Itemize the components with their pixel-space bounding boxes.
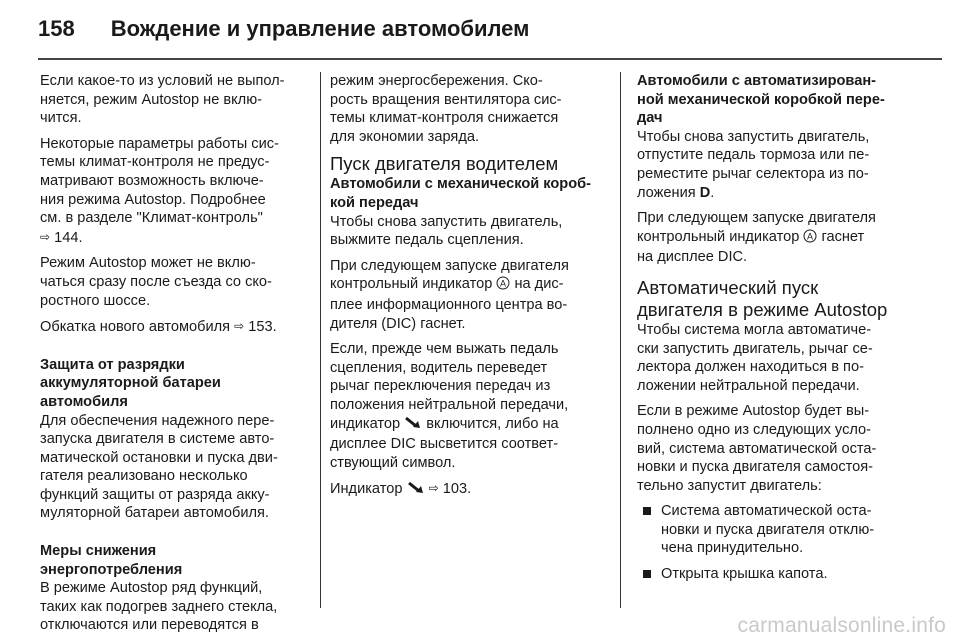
paragraph: Чтобы система могла автоматиче- ски запустить двигатель, рычаг се- лектора должен находиться в по- ложении нейтральной передачи. bbox=[637, 321, 873, 394]
paragraph-text: гаснет на дисплее DIC. bbox=[637, 228, 865, 266]
gear-position: D bbox=[699, 184, 711, 201]
page-reference[interactable]: 103. bbox=[442, 481, 472, 498]
autostop-indicator-icon bbox=[496, 276, 510, 296]
page-title: Вождение и управление автомобилем bbox=[110, 16, 530, 41]
paragraph: Если какое-то из условий не выпол- няется, режим Autostop не вклю- чится. bbox=[40, 73, 285, 127]
paragraph-text: . bbox=[710, 184, 715, 201]
paragraph-text: на дис- плее информационного центра во- дителя (DIC) гаснет. bbox=[330, 276, 568, 332]
bullet-list bbox=[637, 502, 927, 583]
page-number: 158 bbox=[38, 16, 75, 41]
paragraph: Если в режиме Autostop будет вы- полнено одно из следующих усло- вий, система автоматической оста- новки и пуска двигателя самостоя- тельно запустит двигатель: bbox=[637, 403, 877, 494]
paragraph-text: Индикатор bbox=[330, 481, 403, 498]
bullet-square-icon bbox=[643, 507, 651, 515]
list-item-text: Открыта крышка капота. bbox=[661, 566, 828, 583]
list-item bbox=[637, 565, 927, 584]
paragraph bbox=[330, 479, 614, 501]
section-heading: Меры снижения энергопотребления bbox=[40, 543, 183, 578]
paragraph-text: Если, прежде чем выжать педаль сцепления, водитель переведет рычаг переключения передач из положения нейтральной передачи, индикатор bbox=[330, 341, 569, 432]
paragraph: Для обеспечения надежного пере- запуска двигателя в системе авто- матической остановки и пуска дви- гателя реализовано несколько функций защиты от разряда акку- муляторной батареи автомобиля. bbox=[40, 412, 278, 522]
paragraph-text: Чтобы снова запустить двигатель, отпустите педаль тормоза или пе- реместите рычаг селектора из по- ложения bbox=[637, 128, 870, 201]
paragraph-text: включится, либо на дисплее DIC высветится соответ- ствующий символ. bbox=[330, 415, 559, 471]
paragraph: Режим Autostop может не вклю- чаться сразу после съезда со ско- ростного шоссе. bbox=[40, 255, 272, 309]
paragraph-text: При следующем запуске двигателя контрольный индикатор bbox=[330, 257, 569, 293]
page-header bbox=[38, 6, 942, 52]
paragraph: режим энергосбережения. Ско- рость вращения вентилятора сис- темы климат-контроля снижается для экономии заряда. bbox=[330, 73, 562, 145]
page-reference[interactable]: 144. bbox=[54, 229, 83, 246]
watermark: carmanualsonline.info bbox=[737, 614, 946, 637]
paragraph-text: Обкатка нового автомобиля bbox=[40, 319, 231, 336]
subsection-heading: Автомобили с автоматизирован- ной механической коробкой пере- дач bbox=[637, 73, 885, 127]
paragraph bbox=[637, 128, 927, 202]
page-reference[interactable]: 153. bbox=[248, 319, 277, 336]
svg-text:A: A bbox=[500, 278, 507, 289]
column-3 bbox=[637, 72, 927, 591]
paragraph bbox=[330, 340, 614, 472]
svg-text:A: A bbox=[807, 231, 814, 242]
shift-indicator-icon bbox=[404, 416, 422, 436]
bullet-square-icon bbox=[643, 570, 651, 578]
column-1 bbox=[40, 72, 332, 642]
subsection-heading: Автомобили с механической короб- кой передач bbox=[330, 176, 591, 211]
section-heading: Пуск двигателя водителем bbox=[330, 153, 559, 175]
shift-indicator-icon bbox=[407, 481, 425, 501]
list-item-text: Система автоматической оста- новки и пуска двигателя отклю- чена принудительно. bbox=[661, 503, 875, 557]
paragraph: Чтобы снова запустить двигатель, выжмите педаль сцепления. bbox=[330, 213, 563, 249]
column-2 bbox=[330, 72, 614, 508]
paragraph-text: Некоторые параметры работы сис- темы климат-контроля не предус- матривают возможность включе- ния режима Autostop. Подробнее см. в разделе "Климат-контроль" bbox=[40, 135, 279, 227]
section-heading: Защита от разрядки аккумуляторной батареи автомобиля bbox=[40, 356, 221, 410]
reference-arrow-icon: ⇨ bbox=[428, 481, 439, 496]
section-heading: Автоматический пуск двигателя в режиме Autostop bbox=[637, 276, 888, 320]
paragraph bbox=[40, 317, 332, 337]
paragraph bbox=[330, 257, 614, 333]
autostop-indicator-icon bbox=[803, 229, 817, 249]
paragraph bbox=[40, 135, 332, 248]
header-rule bbox=[38, 58, 942, 60]
list-item bbox=[637, 502, 927, 558]
paragraph-text: При следующем запуске двигателя контрольный индикатор bbox=[637, 210, 876, 245]
column-divider bbox=[620, 72, 621, 608]
reference-arrow-icon: ⇨ bbox=[234, 319, 245, 334]
paragraph bbox=[637, 209, 927, 267]
reference-arrow-icon: ⇨ bbox=[40, 229, 51, 244]
paragraph: В режиме Autostop ряд функций, таких как подогрев заднего стекла, отключаются или переводятся в bbox=[40, 580, 278, 634]
